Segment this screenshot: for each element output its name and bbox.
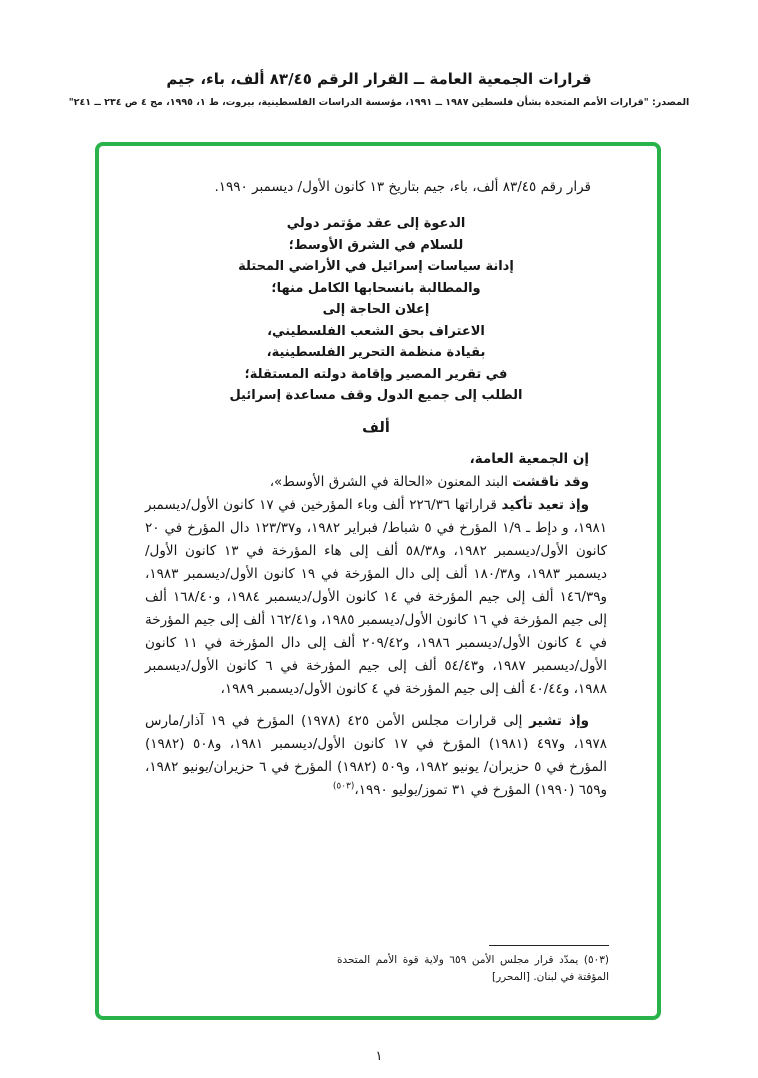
heading-line: الاعتراف بحق الشعب الفلسطيني، bbox=[267, 323, 485, 339]
paragraph bbox=[145, 494, 607, 701]
footnote-text bbox=[337, 952, 609, 986]
paragraph bbox=[145, 471, 607, 494]
resolution-intro: قرار رقم ٨٣/٤٥ ألف، باء، جيم بتاريخ ١٣ كانون الأول/ ديسمبر ١٩٩٠. bbox=[214, 179, 591, 195]
paragraph-lead: وإذ تعيد تأكيد bbox=[501, 496, 589, 513]
source-line: المصدر: "قرارات الأمم المتحدة بشأن فلسطين ١٩٨٧ ــ ١٩٩١، مؤسسة الدراسات الفلسطينية، بيروت، ط ١، ١٩٩٥، مج ٤ ص ٢٣٤ ــ ٢٤١" bbox=[68, 97, 690, 108]
page-title: قرارات الجمعية العامة ــ القرار الرقم ٨٣/٤٥ ألف، باء، جيم bbox=[166, 70, 592, 88]
footnote-body: يمدّد قرار مجلس الأمن ٦٥٩ ولاية قوة الأمم المتحدة المؤقتة في لبنان. [المحرر] bbox=[337, 954, 609, 983]
footnote-reference: (٥٠٣) bbox=[332, 781, 355, 791]
paragraph-lead: وقد ناقشت bbox=[512, 473, 589, 490]
paragraph-lead: إن الجمعية العامة، bbox=[469, 450, 589, 467]
paragraph-text: قراراتها ٢٢٦/٣٦ ألف وباء المؤرخين في ١٧ كانون الأول/ديسمبر ١٩٨١، و دإط ـ ١/٩ المؤرخ في ٥ شباط/ فبراير ١٩٨٢، و١٢٣/٣٧ دال المؤرخ في ٢٠ كانون الأول/ديسمبر ١٩٨٢، و٥٨/٣٨ ألف إلى هاء المؤرخة في ١٣ كانون الأول/ ديسمبر ١٩٨٣، و١٨٠/٣٨ ألف إلى دال المؤرخة في ١٩ كانون الأول/ديسمبر ١٩٨٣، و١٤٦/٣٩ ألف إلى جيم المؤرخة في ١٤ كانون الأول/ديسمبر ١٩٨٤، و١٦٨/٤٠ ألف إلى جيم المؤرخة في ١٦ كانون الأول/ديسمبر ١٩٨٥، و١٦٢/٤١ ألف إلى جيم المؤرخة في ٤ كانون الأول/ديسمبر ١٩٨٦، و٢٠٩/٤٢ ألف إلى دال المؤرخة في ١١ كانون الأول/ديسمبر ١٩٨٧، و٥٤/٤٣ ألف إلى جيم المؤرخة في ٦ كانون الأول/ديسمبر ١٩٨٨، و٤٠/٤٤ ألف إلى جيم المؤرخة في ٤ كانون الأول/ديسمبر ١٩٨٩، bbox=[145, 496, 608, 697]
paragraph-text: البند المعنون «الحالة في الشرق الأوسط»، bbox=[269, 473, 513, 490]
paragraph bbox=[145, 448, 607, 471]
heading-line: في تقرير المصير وإقامة دولته المستقلة؛ bbox=[244, 366, 508, 382]
paragraph-lead: وإذ تشير bbox=[529, 712, 589, 729]
page-number: ١ bbox=[375, 1049, 383, 1064]
heading-line: إدانة سياسات إسرائيل في الأراضي المحتلة bbox=[238, 259, 514, 274]
footnote-marker: (٥٠٣) bbox=[583, 954, 610, 966]
heading-line: الدعوة إلى عقد مؤتمر دولي bbox=[286, 216, 466, 231]
heading-line: بقيادة منظمة التحرير الفلسطينية، bbox=[266, 345, 486, 360]
footnote-divider bbox=[489, 945, 609, 946]
paragraph bbox=[145, 710, 607, 802]
heading-line: الطلب إلى جميع الدول وقف مساعدة إسرائيل bbox=[229, 388, 523, 403]
resolution-body bbox=[145, 448, 607, 802]
content-frame bbox=[95, 142, 661, 1020]
section-label-alif: ألف bbox=[362, 419, 390, 436]
paragraph-text: إلى قرارات مجلس الأمن ٤٢٥ (١٩٧٨) المؤرخ في ١٩ آذار/مارس ١٩٧٨، و٤٩٧ (١٩٨١) المؤرخ في ١٧ كانون الأول/ديسمبر ١٩٨١، و٥٠٨ (١٩٨٢) المؤرخ في ٥ حزيران/ يونيو ١٩٨٢، و٥٠٩ (١٩٨٢) المؤرخ في ٦ حزيران/يونيو ١٩٨٢، و٦٥٩ (١٩٩٠) المؤرخ في ٣١ تموز/يوليو ١٩٩٠، bbox=[145, 712, 608, 798]
heading-line: للسلام في الشرق الأوسط؛ bbox=[288, 237, 464, 253]
heading-line: إعلان الحاجة إلى bbox=[322, 302, 430, 317]
footnote-block bbox=[337, 945, 609, 986]
resolution-heading bbox=[145, 213, 607, 407]
heading-line: والمطالبة بانسحابها الكامل منها؛ bbox=[271, 280, 481, 296]
